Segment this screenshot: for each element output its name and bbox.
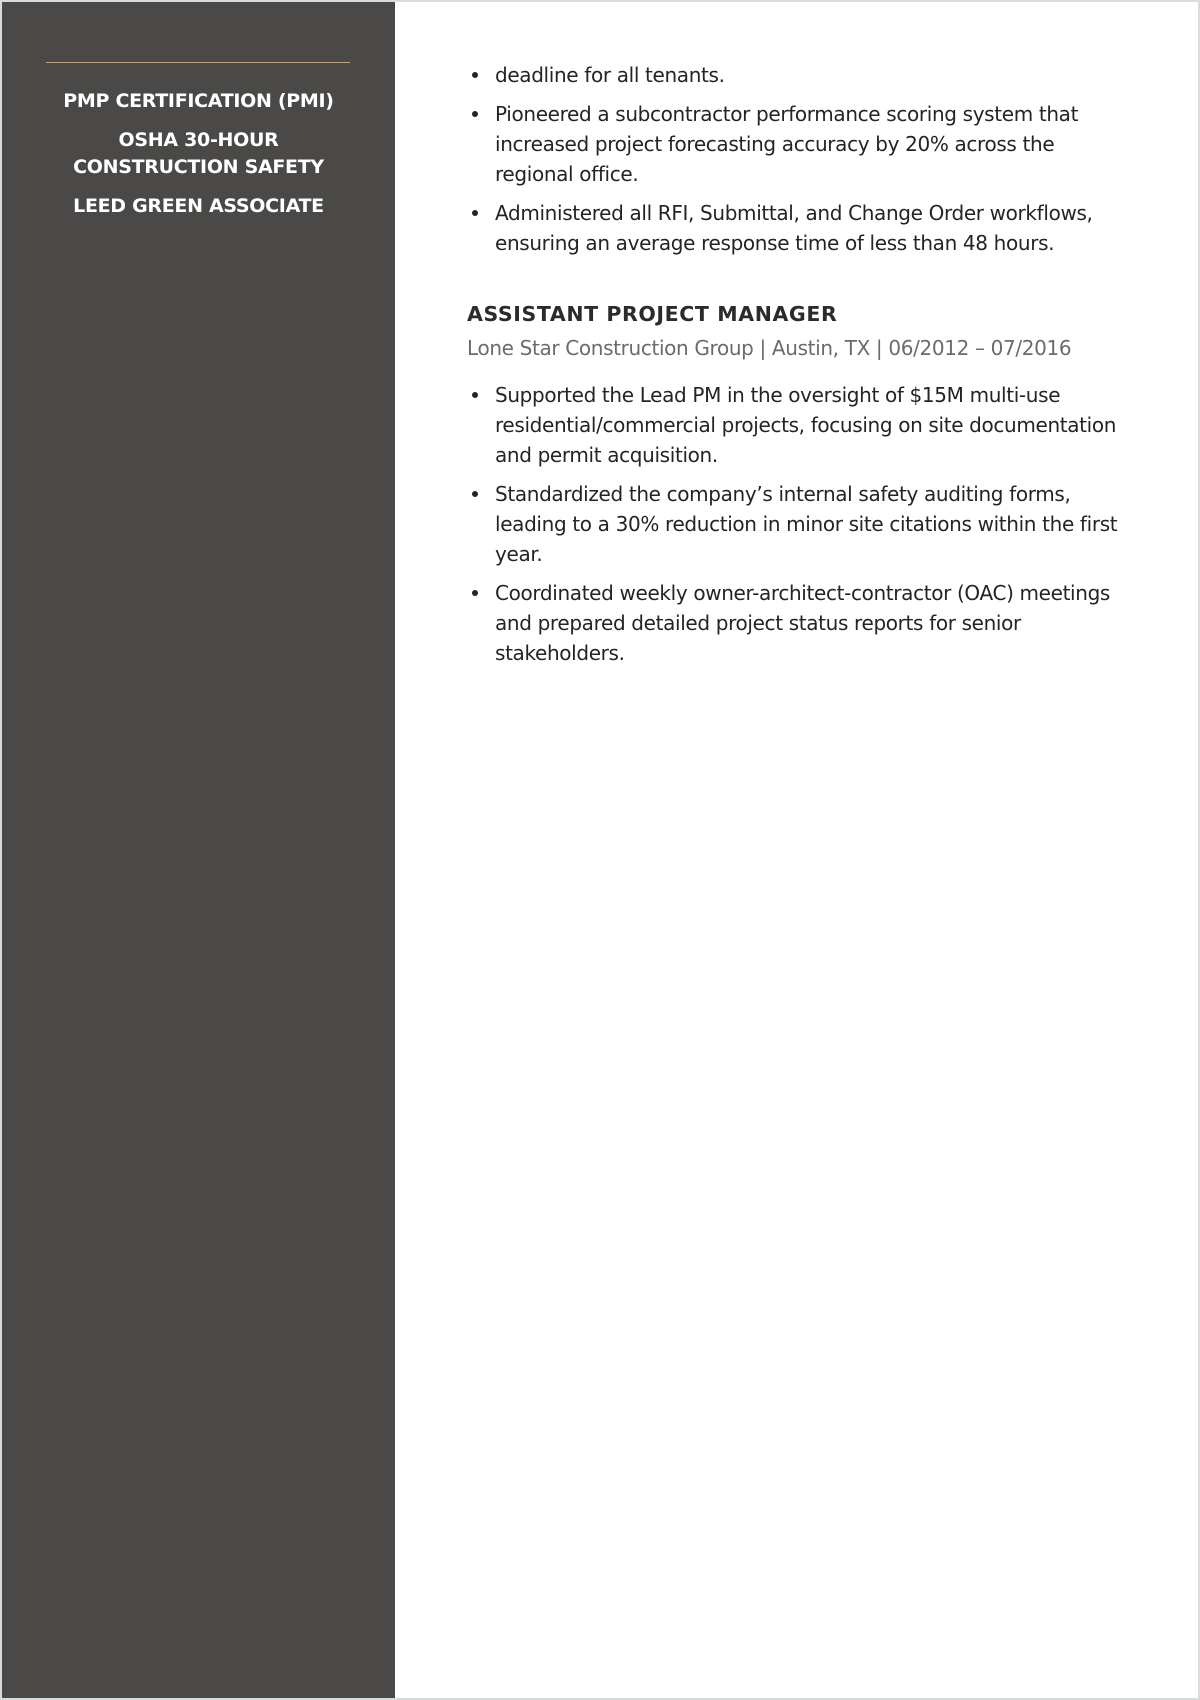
list-item (467, 99, 1137, 189)
list-item (467, 60, 1137, 90)
accent-divider (46, 62, 350, 63)
list-item (467, 578, 1137, 668)
bullet-text: Coordinated weekly owner-architect-contractor (OAC) meetings and prepared detailed project status reports for senior stakeholders. (495, 581, 1111, 665)
bullet-icon (472, 392, 478, 398)
certification-item-pmp: PMP CERTIFICATION (PMI) (63, 90, 334, 112)
bullet-text: deadline for all tenants. (495, 63, 725, 87)
bullet-text: Pioneered a subcontractor performance scoring system that increased project forecasting accuracy by 20% across the regional office. (495, 102, 1079, 186)
sidebar (2, 2, 395, 1698)
list-item (467, 198, 1137, 258)
job-title: ASSISTANT PROJECT MANAGER (467, 302, 838, 326)
list-item (467, 479, 1137, 569)
job-meta: Lone Star Construction Group | Austin, TX | 06/2012 – 07/2016 (467, 336, 1072, 360)
bullet-text: Administered all RFI, Submittal, and Change Order workflows, ensuring an average response time of less than 48 hours. (495, 201, 1093, 255)
bullet-text: Supported the Lead PM in the oversight of $15M multi-use residential/commercial projects, focusing on site documentation and permit acquisition. (495, 383, 1117, 467)
bullet-icon (472, 210, 478, 216)
bullet-icon (472, 72, 478, 78)
previous-job-bullets (467, 60, 1137, 258)
bullet-text: Standardized the company’s internal safety auditing forms, leading to a 30% reduction in minor site citations within the first year. (495, 482, 1118, 566)
certification-item-leed: LEED GREEN ASSOCIATE (73, 195, 324, 217)
bullet-icon (472, 491, 478, 497)
bullet-icon (472, 590, 478, 596)
bullet-icon (472, 111, 478, 117)
list-item (467, 380, 1137, 470)
certification-item-osha: OSHA 30-HOUR CONSTRUCTION SAFETY (73, 129, 324, 178)
experience-section (467, 60, 1137, 677)
job-bullets (467, 380, 1137, 668)
certification-list (2, 88, 395, 232)
